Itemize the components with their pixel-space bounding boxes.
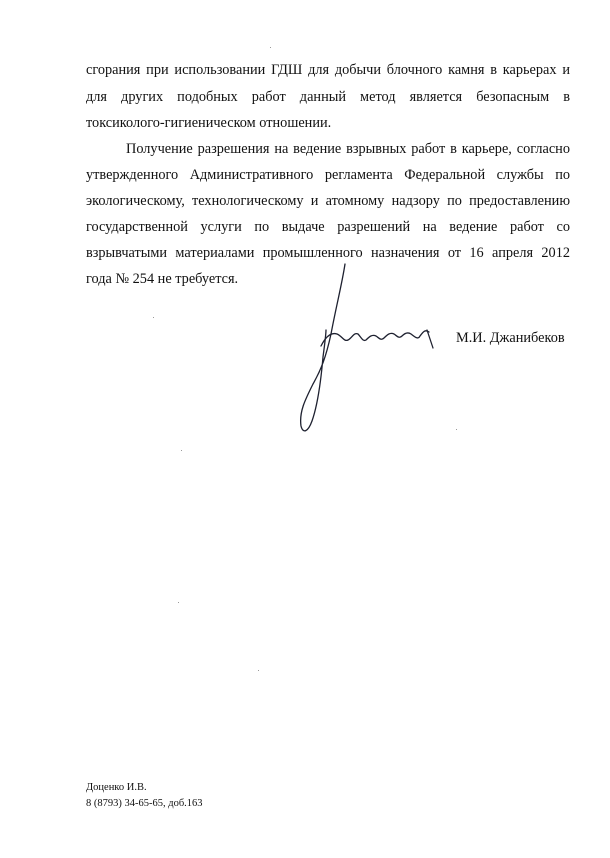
scan-speck [270, 47, 271, 48]
paragraph-2-line-5: взрывчатыми материалами промышленного назначения от 16 апреля 2012 [86, 245, 570, 261]
paragraph-2-line-2: утвержденного Административного регламента Федеральной службы по [86, 167, 570, 183]
handwritten-signature [293, 262, 443, 437]
scan-speck [181, 450, 182, 451]
paragraph-1-line-2: для других подобных работ данный метод является безопасным в [86, 89, 570, 105]
paragraph-2-line-3: экологическому, технологическому и атомному надзору по предоставлению [86, 193, 570, 209]
footer-executor: Доценко И.В. [86, 782, 147, 793]
paragraph-2-line-6: года № 254 не требуется. [86, 271, 239, 287]
footer-phone: 8 (8793) 34-65-65, доб.163 [86, 798, 203, 809]
paragraph-1-line-3: токсиколого-гигиеническом отношении. [86, 115, 332, 131]
paragraph-2-line-4: государственной услуги по выдаче разрешений на ведение работ со [86, 219, 570, 235]
scan-speck [153, 317, 154, 318]
paragraph-2-line-1: Получение разрешения на ведение взрывных работ в карьере, согласно [126, 141, 570, 157]
signer-name: М.И. Джанибеков [456, 330, 565, 346]
scan-speck [178, 602, 179, 603]
scan-speck [258, 670, 259, 671]
scan-speck [456, 429, 457, 430]
paragraph-1-line-1: сгорания при использовании ГДШ для добычи блочного камня в карьерах и [86, 62, 570, 78]
